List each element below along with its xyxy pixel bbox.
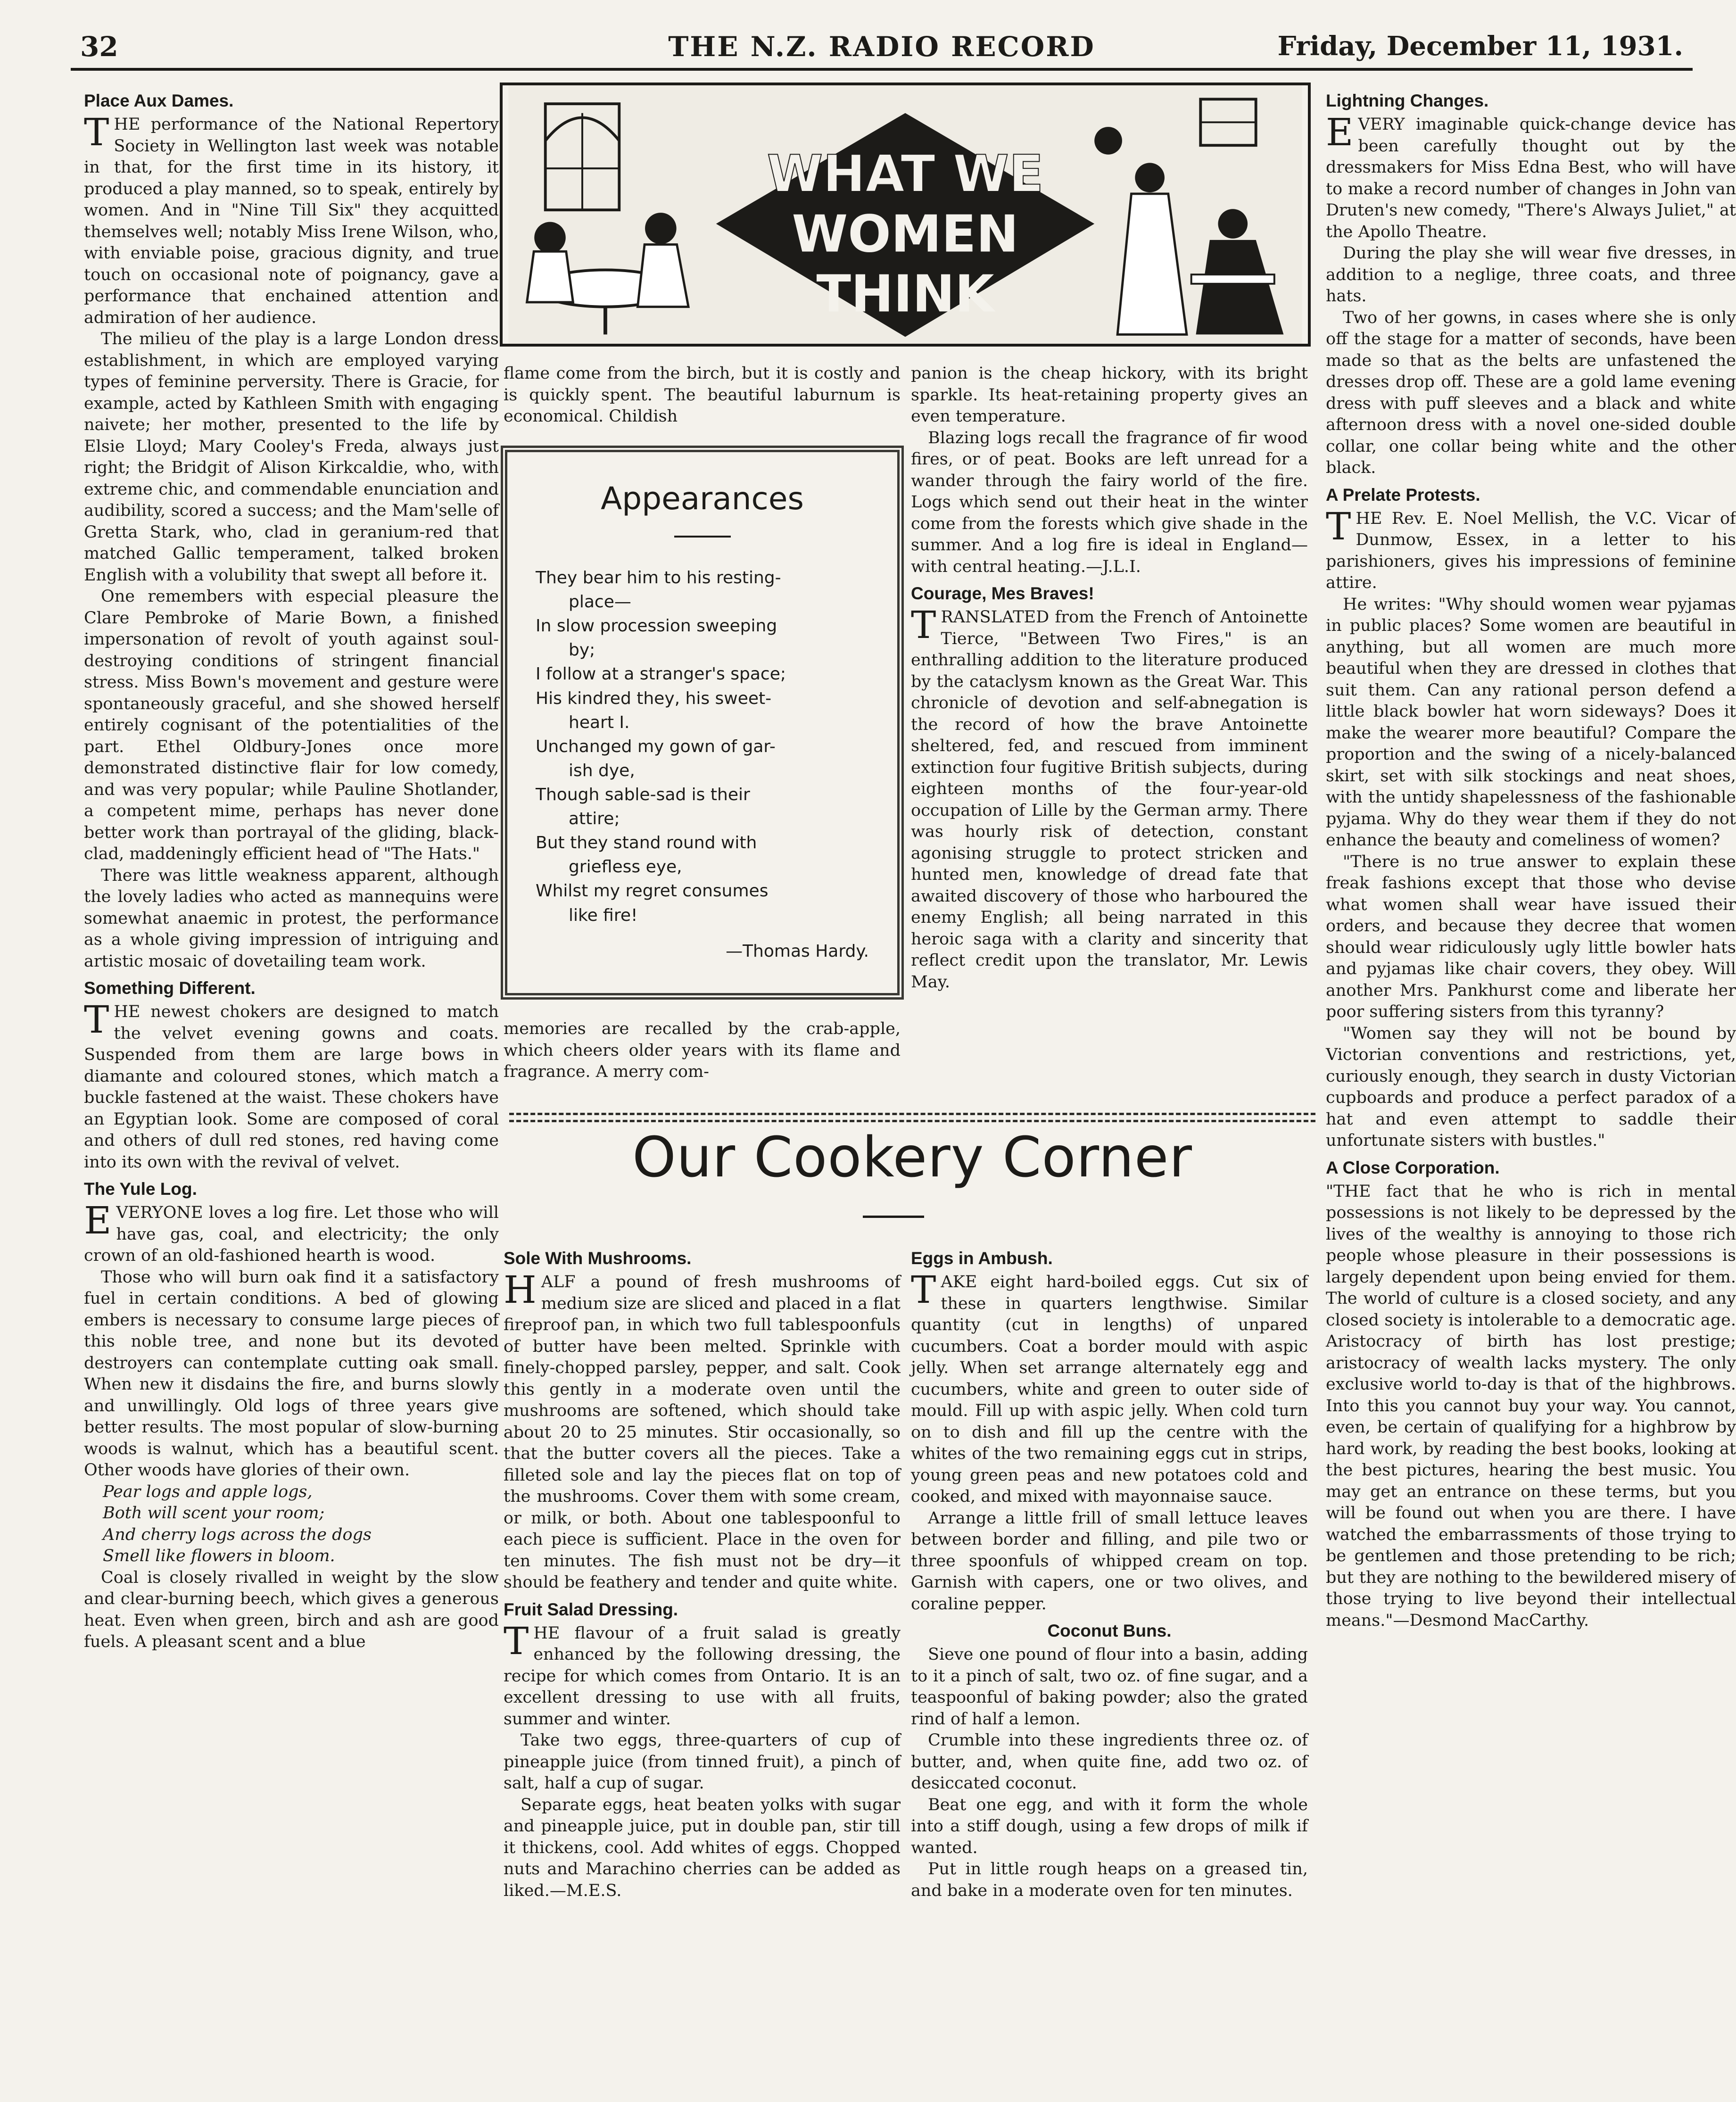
sole-heading: Sole With Mushrooms.: [504, 1249, 692, 1268]
poem-line: Unchanged my gown of gar-: [536, 737, 776, 756]
article-paragraph: EVERYONE loves a log fire. Let those who will have gas, coal, and electricity; the only crown of an old-fashioned hearth is wood.: [84, 1199, 499, 1266]
verse-line: And cherry logs across the dogs: [103, 1525, 372, 1544]
recipe-paragraph: Take two eggs, three-quarters of cup of pineapple juice (from tinned fruit), a pinch of salt, half a cup of sugar.: [504, 1731, 901, 1793]
poem-title: Appearances: [601, 480, 804, 517]
cookery-column-1: [504, 1242, 901, 1902]
recipe-paragraph: Separate eggs, heat beaten yolks with sugar and pineapple juice, put in double pan, stir till it thickens, cool. Add whites of eggs. Chopped nuts and Marachino cherries can be added as liked.—M.E.S.: [504, 1795, 901, 1900]
verse-line: Pear logs and apple logs,: [103, 1482, 313, 1501]
poem-line: In slow procession sweeping: [536, 616, 777, 636]
column-4: [1326, 85, 1736, 1631]
poem-box: [501, 446, 904, 1000]
issue-date: Friday, December 11, 1931.: [1277, 31, 1683, 62]
article-paragraph: panion is the cheap hickory, with its bright sparkle. Its heat-retaining property gives an even temperature.: [911, 364, 1308, 426]
article-paragraph: TRANSLATED from the French of Antoinette Tierce, "Between Two Fires," is an enthralling addition to the literature produced by the cataclysm known as the Great War. This chronicle of devotion and self-abnegation is the record of how the brave Antoinette sheltered, fed, and rescued from imminent extinction four fugitive British subjects, during eighteen months of the four-year-old occupation of Lille by the German army. There was hourly risk of detection, constant agonising struggle to protect stricken and hunted men, knowledge of dread fate that awaited discovery of those who harboured the enemy English; all being narrated in this heroic saga with a clarity and sincerity that reflect credit upon the translator, Mr. Lewis May.: [911, 603, 1308, 992]
article-paragraph: One remembers with especial pleasure the Clare Pembroke of Marie Bown, a finished impersonation of revolt of youth against soul-destroying conditions of stringent financial stress. Miss Bown's movement and gesture were spontaneously graceful, and she showed herself entirely cognisant of the potentialities of the part. Ethel Oldbury-Jones once more demonstrated distinctive flair for low comedy, and was very popular; while Pauline Shotlander, a competent mime, perhaps has never done better work than portrayal of the gliding, black-clad, maddeningly efficient head of "The Hats.": [84, 587, 499, 864]
verse-line: Smell like flowers in bloom.: [103, 1547, 335, 1566]
recipe-paragraph: Arrange a little frill of small lettuce leaves between border and filling, and pile two or three spoonfuls of whipped cream on top. Garnish with capers, one or two olives, and coraline pepper.: [911, 1508, 1308, 1614]
recipe-paragraph: Sieve one pound of flour into a basin, adding to it a pinch of salt, two oz. of fine sugar, and a teaspoonful of baking powder; also the grated rind of half a lemon.: [911, 1645, 1308, 1729]
place-aux-dames-heading: Place Aux Dames.: [84, 91, 234, 110]
poem-line: His kindred they, his sweet-: [536, 688, 772, 708]
verse-line: Both will scent your room;: [103, 1504, 325, 1523]
page-header: [71, 28, 1693, 71]
poem-line: place—: [569, 592, 631, 612]
article-paragraph: THE newest chokers are designed to match the velvet evening gowns and coats. Suspended from them are large bows in diamante and coloured stones, which match a buckle fastened at the waist. These chokers have an Egyptian look. Some are composed of coral and others of dull red stones, red having come into its own with the revival of velvet.: [84, 998, 499, 1172]
banner-line-1: WHAT WE: [767, 145, 1044, 204]
column-3: [911, 363, 1308, 993]
yule-verse: [84, 1481, 499, 1567]
poem-line: like fire!: [569, 905, 638, 925]
article-paragraph: Coal is closely rivalled in weight by the slow and clear-burning beech, which gives a generous heat. Even when green, birch and ash are good fuels. A pleasant scent and a blue: [84, 1568, 499, 1652]
article-paragraph: "THE fact that he who is rich in mental possessions is not likely to be depressed by the lives of the wealthy is annoying to those rich people whose pleasure in their possessions is largely dependent upon being envied for them. The world of culture is a closed society, and any closed society is intolerable to a democratic age. Aristocracy of birth has lost prestige; aristocracy of wealth lacks mystery. The only exclusive world to-day is that of the highbrows. Into this you cannot buy your way. You cannot, even, be certain of qualifying for a highbrow by hard work, by reading the best books, looking at the best pictures, hearing the best music. You may get an entrance on these terms, but you will be found out when you are there. I have watched the embarrassments of those trying to be gentlemen and those pretending to be rich; but they are nothing to the bewildered misery of those trying to live beyond their intellectual means."—Desmond MacCarthy.: [1326, 1182, 1736, 1630]
poem-line: by;: [569, 640, 595, 660]
page-number: 32: [80, 31, 118, 63]
section-divider: [509, 1113, 1315, 1122]
article-paragraph: The milieu of the play is a large London dress establishment, in which are employed varying types of feminine perversity. There is Gracie, for example, acted by Kathleen Smith with engaging naivete; her mother, presented to the life by Elsie Lloyd; Mary Cooley's Freda, always just right; the Bridgit of Alison Kirkcaldie, who, with extreme chic, and commendable enunciation and audibility, scored a success; and the Mam'selle of Gretta Stark, who, clad in geranium-red that matched Gallic temperament, talked broken English with a volubility that swept all before it.: [84, 330, 499, 585]
article-paragraph: flame come from the birch, but it is costly and is quickly spent. The beautiful laburnum is economical. Childish: [504, 364, 901, 426]
column-1: [84, 85, 499, 1653]
eggs-heading: Eggs in Ambush.: [911, 1249, 1053, 1268]
yule-log-heading: The Yule Log.: [84, 1179, 197, 1199]
banner-illustration: [503, 85, 1308, 344]
poem-line: griefless eye,: [569, 857, 682, 877]
coconut-heading: Coconut Buns.: [1047, 1621, 1172, 1641]
courage-heading: Courage, Mes Braves!: [911, 584, 1094, 603]
poem-line: attire;: [569, 809, 620, 829]
article-paragraph: memories are recalled by the crab-apple, which cheers older years with its flame and fragrance. A merry com-: [504, 1019, 901, 1081]
poem-line: They bear him to his resting-: [536, 568, 781, 588]
poem-line: Though sable-sad is their: [536, 785, 750, 804]
banner-line-2: WOMEN: [792, 205, 1019, 264]
recipe-paragraph: TAKE eight hard-boiled eggs. Cut six of these in quarters lengthwise. Similar quantity (cut in lengths) of unpared cucumbers. Coat a border mould with aspic jelly. When set arrange alternately egg and cucumbers, white and green to outer side of mould. Fill up with aspic jelly. When cold turn on to dish and fill up the centre with the whites of the two remaining eggs cut in strips, young green peas and new potatoes cold and cooked, and mixed with mayonnaise sauce.: [911, 1268, 1308, 1506]
poem-rule: [674, 536, 731, 538]
article-paragraph: "There is no true answer to explain these freak fashions except that those who devise what women shall wear have issued their orders, and because they decree that women should wear ridiculously ugly little bowler hats and pyjamas like chair covers, they obey. Will another Mrs. Pankhurst come and liberate her poor suffering sisters from this tyranny?: [1326, 852, 1736, 1022]
poem-line: I follow at a stranger's space;: [536, 664, 786, 684]
poem-line: ish dye,: [569, 761, 635, 780]
recipe-paragraph: Beat one egg, and with it form the whole into a stiff dough, using a few drops of milk if wanted.: [911, 1795, 1308, 1857]
close-corporation-heading: A Close Corporation.: [1326, 1158, 1500, 1177]
article-paragraph: Two of her gowns, in cases where she is only off the stage for a matter of seconds, have been made so that as the belts are unfastened the dresses drop off. These are a gold lame evening dress with puff sleeves and a black and white afternoon dress with a novel one-sided double collar, one collar being white and the other black.: [1326, 308, 1736, 478]
recipe-paragraph: Put in little rough heaps on a greased tin, and bake in a moderate oven for ten minutes.: [911, 1860, 1308, 1900]
article-paragraph: Those who will burn oak find it a satisfactory fuel in certain conditions. A bed of glowing embers is necessary to consume large pieces of this noble tree, and none but its devoted destroyers can contemplate cutting oak small. When new it disdains the fire, and burns slowly and unwillingly. Old logs of three years give better results. The most popular of slow-burning woods is walnut, which has a beautiful scent. Other woods have glories of their own.: [84, 1267, 499, 1480]
article-paragraph: Blazing logs recall the fragrance of fir wood fires, or of peat. Books are left unread for a wander through the fairy world of the fire. Logs which send out their heat in the winter come from the forests which give shade in the summer. And a log fire is ideal in England—with central heating.—J.L.I.: [911, 428, 1308, 576]
what-we-women-think-banner: [500, 83, 1311, 347]
article-paragraph: THE performance of the National Repertory Society in Wellington last week was notable in that, for the first time in its history, it produced a play manned, so to speak, entirely by women. And in "Nine Till Six" they acquitted themselves well; notably Miss Irene Wilson, who, with enviable poise, gracious dignity, and true touch on occasional note of poignancy, gave a performance that enchained attention and admiration of her audience.: [84, 110, 499, 327]
article-paragraph: He writes: "Why should women wear pyjamas in public places? Some women are beautiful in anything, but all women are much more beautiful when they are dressed in clothes that suit them. Can any rational person defend a little black bowler hat worn sideways? Does it make the wearer more beautiful? Compare the proportion and the swing of a nicely-balanced skirt, set with silk stockings and neat shoes, with the untidy shapelessness of the fashionable pyjama. Why do they wear them if they do not enhance the beauty and comeliness of women?: [1326, 595, 1736, 850]
poem-line: But they stand round with: [536, 833, 757, 853]
lightning-heading: Lightning Changes.: [1326, 91, 1489, 110]
poem-line: heart I.: [569, 712, 630, 732]
recipe-paragraph: HALF a pound of fresh mushrooms of medium size are sliced and placed in a flat fireproof pan, in which two full tablespoonfuls of butter have been melted. Sprinkle with finely-chopped parsley, pepper, and salt. Cook this gently in a moderate oven until the mushrooms are softened, which should take about 20 to 25 minutes. Stir occasionally, so that the butter covers all the pieces. Take a filleted sole and lay the pieces flat on top of the mushrooms. Cover them with some cream, or milk, or both. About one tablespoonful to each piece is sufficient. Place in the oven for ten minutes. The fish must not be dry—it should be feathery and tender and quite white.: [504, 1268, 901, 1592]
column-2-continuation: [504, 1018, 901, 1083]
prelate-heading: A Prelate Protests.: [1326, 485, 1480, 505]
column-2: [504, 363, 901, 428]
publication-title: THE N.Z. RADIO RECORD: [668, 31, 1095, 63]
cookery-rule: [863, 1216, 924, 1218]
poem-line: Whilst my regret consumes: [536, 881, 769, 901]
poem-author: —Thomas Hardy.: [726, 941, 869, 961]
article-paragraph: There was little weakness apparent, although the lovely ladies who acted as mannequins were somewhat anaemic in protest, the performance as a whole giving impression of intriguing and artistic mosaic of dovetailing team work.: [84, 866, 499, 971]
recipe-paragraph: THE flavour of a fruit salad is greatly enhanced by the following dressing, the recipe for which comes from Ontario. It is an excellent dressing to use with all fruits, summer and winter.: [504, 1619, 901, 1729]
article-paragraph: THE Rev. E. Noel Mellish, the V.C. Vicar of Dunmow, Essex, in a letter to his parishioners, gives his impressions of feminine attire.: [1326, 504, 1736, 593]
article-paragraph: "Women say they will not be bound by Victorian conventions and restrictions, yet, curiously enough, they search in dusty Victorian cupboards and produce a perfect paradox of a hat and even attempt to saddle their unfortunate sisters with bustles.": [1326, 1024, 1736, 1150]
banner-line-3: THINK: [816, 265, 994, 324]
article-paragraph: EVERY imaginable quick-change device has been carefully thought out by the dressmakers for Miss Edna Best, who will have to make a record number of changes in John van Druten's new comedy, "There's Always Juliet," at the Apollo Theatre.: [1326, 110, 1736, 241]
fruit-salad-heading: Fruit Salad Dressing.: [504, 1599, 678, 1619]
cookery-title: Our Cookery Corner: [632, 1125, 1192, 1190]
recipe-paragraph: Crumble into these ingredients three oz. of butter, and, when quite fine, add two oz. of desiccated coconut.: [911, 1731, 1308, 1793]
article-paragraph: During the play she will wear five dresses, in addition to a neglige, three coats, and three hats.: [1326, 244, 1736, 306]
cookery-column-2: [911, 1242, 1308, 1902]
something-different-heading: Something Different.: [84, 978, 256, 998]
